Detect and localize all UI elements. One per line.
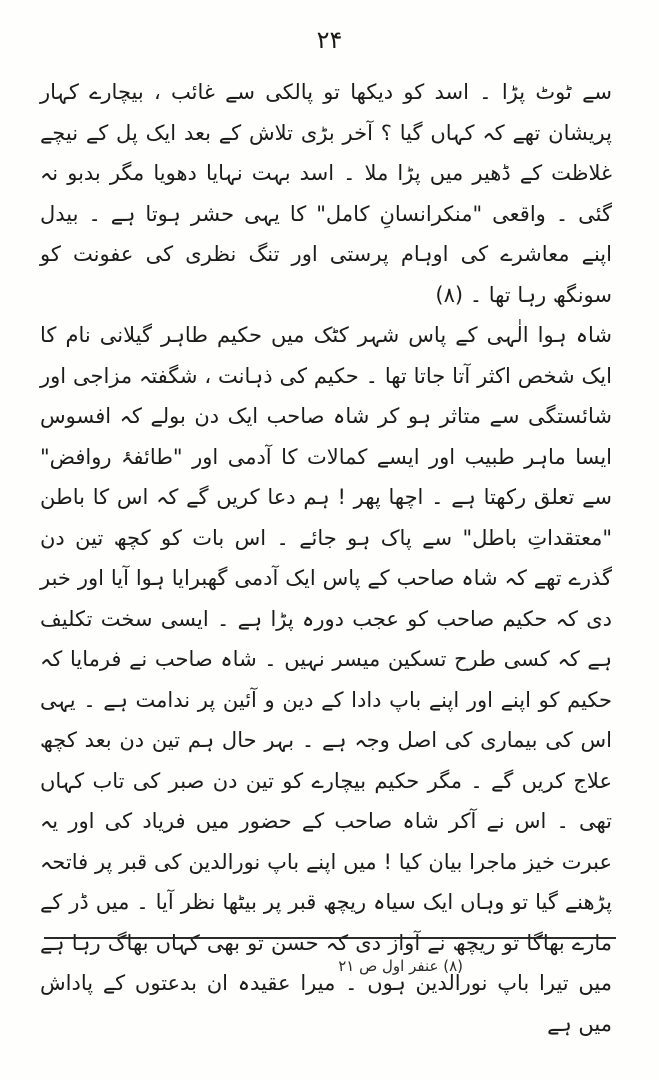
paragraph-1: سے ٹوٹ پڑا ۔ اسد کو دیکھا تو پالکی سے غائب ، بیچارے کہار پریشان تھے کہ کہاں گیا ؟ آخر بڑی تلاش کے بعد ایک پل کے نیچے غلاظت کے ڈھیر میں پڑا ملا ۔ اسد بہت نہایا دھویا مگر بدبو نہ گئی ۔ واقعی "منکرانسانِ کامل" کا یہی حشر ہوتا ہے ۔ بیدل اپنے معاشرے کی اوہام پرستی اور تنگ نظری کی عفونت کو سونگھ رہا تھا ۔ (۸) <box>40 80 612 307</box>
page-number: ۲۴ <box>316 26 343 54</box>
paragraph-2: شاہ ہوا الٰہی کے پاس شہر کٹک میں حکیم طاہر گیلانی نام کا ایک شخص اکثر آتا جاتا تھا ۔ حکیم کی ذہانت ، شگفتہ مزاجی اور شائستگی سے متاثر ہو کر شاہ صاحب ایک دن بولے کہ افسوس ایسا ماہر طبیب اور ایسے کمالات کا آدمی اور "طائفۂ روافض" سے تعلق رکھتا ہے ۔ اچھا پھر ! ہم دعا کریں گے کہ اس کا باطن "معتقداتِ باطل" سے پاک ہو جائے ۔ اس بات کو کچھ تین دن گذرے تھے کہ شاہ صاحب کے پاس ایک آدمی گھبرایا ہوا آیا اور خبر دی کہ حکیم صاحب کو عجب دورہ پڑا ہے ۔ ایسی سخت تکلیف ہے کہ کسی طرح تسکین میسر نہیں ۔ شاہ صاحب نے فرمایا کہ حکیم کو اپنے اور اپنے باپ دادا کے دین و آئین پر ندامت ہے ۔ یہی اس کی بیماری کی اصل وجہ ہے ۔ بہر حال ہم تین دن بعد کچھ علاج کریں گے ۔ مگر حکیم بیچارے کو تین دن صبر کی تاب کہاں تھی ۔ اس نے آکر شاہ صاحب کے حضور میں فریاد کی اور یہ عبرت خیز ماجرا بیان کیا ! میں اپنے باپ نورالدین کی قبر پر فاتحہ پڑھنے گیا تو وہاں ایک سیاہ ریچھ قبر پر بیٹھا نظر آیا ۔ میں ڈر کے مارے بھاگا تو ریچھ نے آواز دی کہ حسن تو بھی کہاں بھاگ رہا ہے میں تیرا باپ نورالدین ہوں ۔ میرا عقیدہ ان بدعتوں کے پاداش میں ہے <box>40 323 612 1036</box>
footnote-divider <box>44 937 616 939</box>
footnote: (۸) عنفر اول ص ۲۱ <box>338 957 463 975</box>
